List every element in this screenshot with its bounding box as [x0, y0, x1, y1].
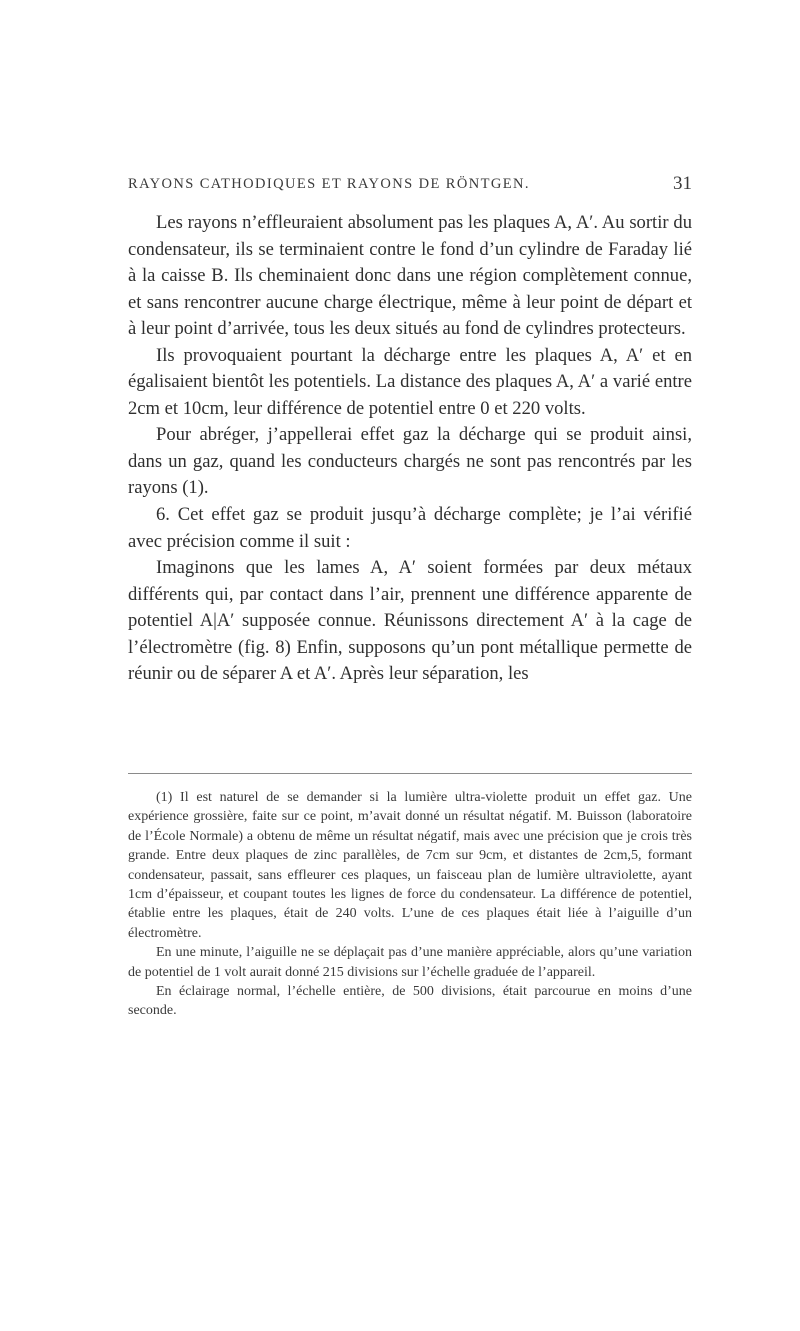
footnote-paragraph: En une minute, l’aiguille ne se déplaçait pas d’une manière appréciable, alors qu’une variation de potentiel de 1 volt aurait donné 215 divisions sur l’échelle graduée de l’appareil.	[128, 945, 692, 980]
footnote-separator	[128, 773, 692, 774]
running-head	[128, 173, 692, 196]
running-title: RAYONS CATHODIQUES ET RAYONS DE RÖNTGEN.	[128, 176, 530, 192]
footnote	[128, 788, 692, 1021]
body-paragraph: Ils provoquaient pourtant la décharge entre les plaques A, A′ et en égalisaient bientôt les potentiels. La distance des plaques A, A′ a varié entre 2cm et 10cm, leur différence de potentiel entre 0 et 220 volts.	[128, 344, 692, 419]
page-number: 31	[673, 173, 692, 194]
body-text	[128, 210, 692, 688]
body-paragraph: Pour abréger, j’appellerai effet gaz la décharge qui se produit ainsi, dans un gaz, quand les conducteurs chargés ne sont pas rencontrés par les rayons (1).	[128, 424, 692, 499]
footnote-paragraph: En éclairage normal, l’échelle entière, de 500 divisions, était parcourue en moins d’une seconde.	[128, 984, 692, 1019]
body-paragraph: Imaginons que les lames A, A′ soient formées par deux métaux différents qui, par contact dans l’air, prennent une différence apparente de potentiel A|A′ supposée connue. Réunissons directement A′ à la cage de l’électromètre (fig. 8) Enfin, supposons qu’un pont métallique permette de réunir ou de séparer A et A′. Après leur séparation, les	[128, 557, 692, 685]
body-paragraph: 6. Cet effet gaz se produit jusqu’à décharge complète; je l’ai vérifié avec précision comme il suit :	[128, 504, 692, 552]
footnote-paragraph: (1) Il est naturel de se demander si la lumière ultra-violette produit un effet gaz. Une expérience grossière, faite sur ce point, m’avait donné un résultat négatif. M. Buisson (laboratoire de l’École Normale) a obtenu de même un résultat négatif, mais avec une précision que je crois très grande. Entre deux plaques de zinc parallèles, de 7cm sur 9cm, et distantes de 2cm,5, formant condensateur, passait, sans effleurer ces plaques, un faisceau plan de lumière ultraviolette, ayant 1cm d’épaisseur, et coupant toutes les lignes de force du condensateur. La différence de potentiel, établie entre les plaques, était de 240 volts. L’une de ces plaques était liée à l’aiguille d’un électromètre.	[128, 790, 692, 941]
body-paragraph: Les rayons n’effleuraient absolument pas les plaques A, A′. Au sortir du condensateur, ils se terminaient contre le fond d’un cylindre de Faraday lié à la caisse B. Ils cheminaient donc dans une région complètement connue, et sans rencontrer aucune charge électrique, même à leur point de départ et à leur point d’arrivée, tous les deux situés au fond de cylindres protecteurs.	[128, 212, 692, 340]
